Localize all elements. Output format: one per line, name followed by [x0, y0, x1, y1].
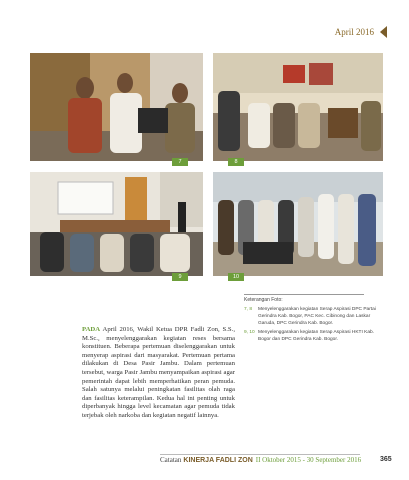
photo-3 — [30, 172, 203, 276]
article-lead-word: PADA — [82, 326, 101, 333]
photo-4 — [213, 172, 383, 276]
header-arrow-icon — [380, 26, 387, 38]
photo-badge-9: 9 — [172, 273, 188, 281]
photo-2 — [213, 53, 383, 161]
caption-item-number: 9, 10 — [244, 330, 255, 335]
article-paragraph: April 2016, Wakil Ketua DPR Fadli Zon, S.S., M.Sc., menyelenggarakan kegiatan reses bersama konstituen. Beberapa pertemuan diselenggarakan untuk menyerap aspirasi dari masyarakat. Pertemuan pertama dilakukan di Desa Pasir Jambu. Dalam pertemuan tersebut, warga Pasir Jambu menyampaikan aspirasi agar pemerintah dapat lebih memperhatikan peran pemuda. Salah satunya melalui peningkatan fasilitas olah raga dan fasilitas keterampilan. Kedua hal ini penting untuk diperbanyak hingga level kecamatan agar pemuda tidak terjebak oleh narkoba dan kegiatan negatif lainnya. — [82, 326, 235, 419]
page-footer — [160, 456, 390, 464]
caption-divider — [244, 294, 364, 295]
page-number: 365 — [380, 456, 392, 463]
caption-item-text: Menyelenggarakan kegiatan Serap Aspirasi HKTI Kab. Bogor dan DPC Gerindra Kab. Bogor. — [258, 330, 374, 342]
footer-title: KINERJA FADLI ZON — [183, 457, 253, 464]
footer-period: II Oktober 2015 - 30 September 2016 — [255, 456, 362, 464]
photo-badge-10: 10 — [228, 273, 244, 281]
photo-1 — [30, 53, 203, 161]
article-body — [82, 326, 235, 421]
photo-badge-7: 7 — [172, 158, 188, 166]
footer-divider — [160, 454, 360, 455]
caption-item-2 — [244, 329, 388, 343]
header-title: April 2016 — [334, 27, 374, 37]
footer-catatan: Catatan — [160, 456, 182, 464]
caption-item-number: 7, 8 — [244, 307, 253, 312]
caption-item-1 — [244, 306, 388, 327]
caption-title: Keterangan Foto: — [244, 297, 283, 303]
photo-badge-8: 8 — [228, 158, 244, 166]
caption-item-text: Menyelenggarakan kegiatan Serap Aspirasi DPC Partai Gerindra Kab. Bogor, PAC Kec. Cibinong dan Laskar Garuda, DPC Gerindra Kab. Bogor. — [258, 307, 376, 326]
page-header — [335, 26, 387, 38]
